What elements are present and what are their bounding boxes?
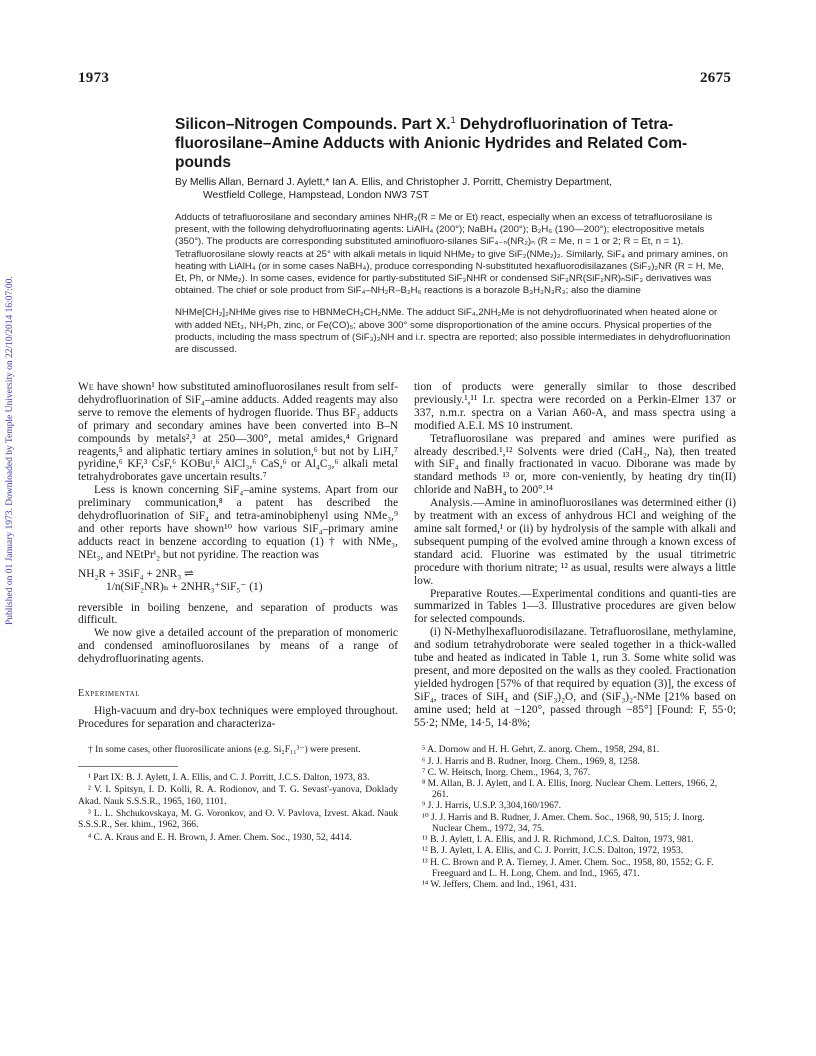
paragraph-characterization: tion of products were generally similar to those described previously.¹,¹¹ I.r. spectra were recorded on a Perkin-Elmer 137 or 337, n.m.r. spectra on a Varian A60-A, and mass spectra using a modified A.E.I. MS 10 instrument. (414, 381, 736, 432)
paragraph-reversible: reversible in boiling benzene, and separation of products was difficult. (78, 601, 398, 627)
reference-10: ¹⁰ J. J. Harris and B. Rudner, J. Amer. Chem. Soc., 1968, 90, 515; J. Inorg. Nuclear Chem., 1972, 34, 75. (422, 812, 705, 834)
reference-13: ¹³ H. C. Brown and P. A. Tierney, J. Amer. Chem. Soc., 1958, 80, 1552; G. F. Freeguard and L. H. Long, Chem. and Ind., 1965, 471. (422, 857, 714, 879)
intro-text: have shown¹ how substituted aminofluorosilanes result from self-dehydrofluorination of SiF₄–amine adducts. Added reagents may also serve to remove the elements of hydrogen fluoride. Thus BF₃ adducts of primary and secondary amines have been converted into B–N compounds by metals²,³ at 250—300°, metal amides,⁴ Grignard reagents,⁵ and aliphatic tertiary amines in solution,⁶ but not by LiH,⁷ pyridine,⁶ KF,³ CsF,⁶ KOBuᵗ,⁶ AlCl₃,⁶ CaS,⁶ or Al₄C₃,⁶ alkali metal tetrahydroborates gave uncertain results.⁷ (78, 381, 398, 484)
footnote-4: ⁴ C. A. Kraus and E. H. Brown, J. Amer. Chem. Soc., 1930, 52, 4414. (88, 832, 352, 843)
running-year: 1973 (78, 70, 110, 86)
reference-9: ⁹ J. J. Harris, U.S.P. 3,304,160/1967. (422, 801, 561, 812)
paragraph-sif4-amine: Less is known concerning SiF₄–amine systems. Apart from our preliminary communication,⁸ a patent has described the dehydrofluorination of SiF₄ and tetra-aminobiphenyl using NMe₃,⁹ and other reports have shown¹⁰ how various SiF₄–primary amine adducts react in benzene according to equation (1) † with NMe₃, NEt₃, and NEtPrⁱ₂ but not pyridine. The reaction was (78, 484, 398, 561)
footnote-3: ³ L. L. Shchukovskaya, M. G. Voronkov, and O. V. Pavlova, Izvest. Akad. Nauk S.S.S.R., Ser. khim., 1962, 366. (78, 808, 398, 831)
reference-6: ⁶ J. J. Harris and B. Rudner, Inorg. Chem., 1969, 8, 1258. (422, 756, 640, 767)
title-rest: Dehydrofluorination of Tetra-fluorosilane–Amine Adducts with Anionic Hydrides and Related Com-pounds (175, 116, 688, 172)
equation-line-2: 1/n(SiF₂NR)ₙ + 2NHR₃⁺SiF₅⁻ (1) (106, 580, 263, 593)
right-column (414, 381, 736, 891)
title-main: Silicon–Nitrogen Compounds. Part X. (175, 116, 451, 134)
left-column (78, 381, 398, 845)
page-number: 2675 (700, 70, 732, 86)
footnotes (78, 745, 398, 844)
footnote-rule (78, 766, 178, 767)
reference-11: ¹¹ B. J. Aylett, I. A. Ellis, and J. R. Richmond, J.C.S. Dalton, 1973, 981. (422, 835, 694, 846)
reference-14: ¹⁴ W. Jeffers, Chem. and Ind., 1961, 431. (422, 879, 577, 890)
paragraph-techniques: High-vacuum and dry-box techniques were employed throughout. Procedures for separation and characteriza- (78, 704, 398, 730)
footnote-2: ² V. I. Spitsyn, I. D. Kolli, R. A. Rodionov, and T. G. Sevast'-yanova, Doklady Akad. Nauk S.S.S.R., 1965, 160, 1101. (78, 785, 398, 807)
intro-paragraph (78, 381, 398, 484)
reference-12: ¹² B. J. Aylett, I. A. Ellis, and C. J. Porritt, J.C.S. Dalton, 1972, 1953. (422, 846, 684, 857)
paragraph-tetrafluorosilane: Tetrafluorosilane was prepared and amines were purified as already described.¹,¹² Solvents were dried (CaH₂, Na), then treated with SiF₄ and finally fractionated in vacuo. Diborane was made by standard methods ¹³ or, more con-veniently, by heating dry tin(II) chloride and NaBH₄ to 200°.¹⁴ (414, 432, 736, 497)
author-names: By Mellis Allan, Bernard J. Aylett,* Ian A. Ellis, and Christopher J. Porritt, Chemistry Department, (175, 177, 613, 188)
paragraph-n-methyl: (i) N-Methylhexafluorodisilazane. Tetrafluorosilane, methylamine, and sodium tetrahydroborate were sealed together in a thick-walled tube and heated as indicated in Table 1, run 3. Some white solid was present, and more deposited on the walls as they cooled. Fractionation yielded hydrogen [57% of that required by equation (3)], the excess of SiF₄, traces of SiH₄ and (SiF₃)₂O, and (SiF₃)₂-NMe [21% based on amine used; held at −120°, passed through −85°] [Found: F, 55·0; 55·2; NMe, 14·5, 14·8%; (414, 626, 736, 729)
equation-1 (78, 568, 398, 594)
reference-list (414, 745, 736, 891)
abstract (175, 212, 735, 356)
footnote-1: ¹ Part IX: B. J. Aylett, I. A. Ellis, and C. J. Porritt, J.C.S. Dalton, 1973, 83. (88, 773, 370, 784)
intro-lead-word: We (78, 381, 94, 393)
article-title (175, 111, 730, 172)
paragraph-account: We now give a detailed account of the preparation of monomeric and condensed aminofluorosilanes by means of a range of dehydrofluorinating agents. (78, 627, 398, 666)
abstract-paragraph-2: NHMe[CH₂]₂NHMe gives rise to HBNMeCH₂CH₂NMe. The adduct SiF₄,2NH₂Me is not dehydrofluorinated when heated alone or with added NEt₃, NH₂Ph, zinc, or Fe(CO)₅; above 300° some disproportionation of the amine occurs. Physical properties of the products, including the mass spectrum of (SiF₃)₂NH and i.r. spectra are reported; also possible intermediates in dehydrofluorination are discussed. (175, 307, 731, 356)
section-heading-experimental: Experimental (78, 688, 141, 700)
download-notice-text: Published on 01 January 1973. Downloaded by Temple University on 22/10/2014 16:07:00. (5, 276, 15, 625)
paragraph-preparative-routes: Preparative Routes.—Experimental conditions and quanti-ties are summarized in Tables 1—3. Illustrative procedures are given below for selected compounds. (414, 587, 736, 626)
author-affiliation: Westfield College, Hampstead, London NW3 7ST (203, 189, 429, 201)
download-notice (2, 225, 16, 625)
title-footnote-marker: 1 (450, 115, 456, 125)
paragraph-analysis: Analysis.—Amine in aminofluorosilanes was determined either (i) by treatment with an excess of anhydrous HCl and weighing of the amine salt formed,¹ or (ii) by hydrolysis of the sample with alkali and subsequent pumping of the evolved amine through a known excess of standard acid. Fluorine was estimated by the usual titrimetric procedure with thorium nitrate; ¹² as usual, results were always a little low. (414, 497, 736, 587)
reference-8: ⁸ M. Allan, B. J. Aylett, and I. A. Ellis, Inorg. Nuclear Chem. Letters, 1966, 2, 261. (422, 779, 718, 801)
reference-5: ⁵ A. Dornow and H. H. Gehrt, Z. anorg. Chem., 1958, 294, 81. (422, 745, 660, 756)
abstract-paragraph-1: Adducts of tetrafluorosilane and secondary amines NHR₂(R = Me or Et) react, especially when an excess of tetrafluorosilane is present, with the following dehydrofluorinating agents: LiAlH₄ (200°); NaBH₄ (200°); B₂H₆ (190—200°); electropositive metals (350°). The products are corresponding substituted aminofluoro-silanes SiF₄₋ₙ(NR₂)ₙ (R = Me, n = 1 or 2; R = Et, n = 1). Tetrafluorosilane slowly reacts at 25° with alkali metals in liquid NHMe₂ to give SiF₂(NMe₂)₂. Similarly, SiF₄ and primary amines, on heating with LiAlH₄ (or in some cases NaBH₄), produce corresponding N-substituted hexafluorodisilazanes (SiF₃)₂NR (R = H, Me, Et, Ph, or NMe₂). In some cases, evidence for partly-substituted SiF₃NHR or condensed SiF₃NR(SiF₂NR)ₙSiF₃ derivatives was obtained. The chief or sole product from SiF₄–NH₂R–B₂H₆ reactions is a borazole B₃H₃N₃R₃; also the diamine (175, 212, 728, 297)
footnote-dagger: † In some cases, other fluorosilicate anions (e.g. Si₂F₁₁³⁻) were present. (88, 744, 361, 755)
equation-line-1: NH₂R + 3SiF₄ + 2NR₃ ⇌ (78, 567, 194, 580)
author-block (175, 177, 735, 202)
reference-7: ⁷ C. W. Heitsch, Inorg. Chem., 1964, 3, 767. (422, 767, 591, 778)
